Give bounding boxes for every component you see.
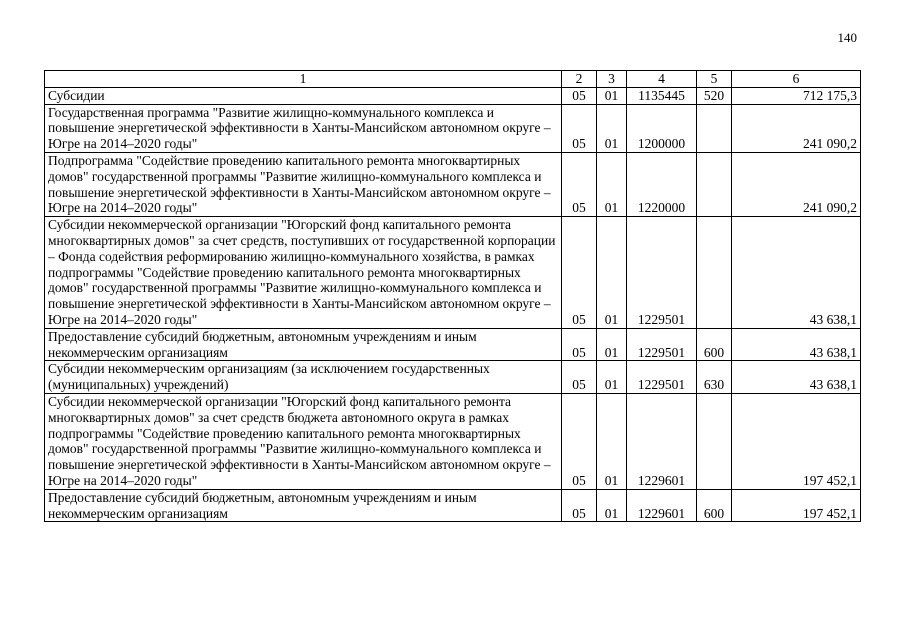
row-subsection-code: 01 <box>597 393 627 489</box>
header-cell: 1 <box>45 71 562 88</box>
row-description: Предоставление субсидий бюджетным, автономным учреждениям и иным некоммерческим организациям <box>45 328 562 361</box>
row-description: Субсидии некоммерческой организации "Югорский фонд капитального ремонта многоквартирных домов" за счет средств бюджета автономного округа в рамках подпрограммы "Содействие проведению капитального ремонта многоквартирных домов" государственной программы "Развитие жилищно-коммунального комплекса и повышение энергетической эффективности в Ханты-Мансийском автономном округе – Югре на 2014–2020 годы" <box>45 393 562 489</box>
row-subsection-code: 01 <box>597 152 627 216</box>
row-expense-type-code <box>697 104 732 152</box>
row-description: Субсидии некоммерческим организациям (за исключением государственных (муниципальных) учреждений) <box>45 361 562 394</box>
row-subsection-code: 01 <box>597 489 627 522</box>
row-section-code: 05 <box>562 489 597 522</box>
row-section-code: 05 <box>562 87 597 104</box>
row-target-code: 1200000 <box>627 104 697 152</box>
row-subsection-code: 01 <box>597 217 627 329</box>
row-subsection-code: 01 <box>597 104 627 152</box>
row-description: Подпрограмма "Содействие проведению капитального ремонта многоквартирных домов" государственной программы "Развитие жилищно-коммунального комплекса и повышение энергетической эффективности в Ханты-Мансийском автономном округе – Югре на 2014–2020 годы" <box>45 152 562 216</box>
row-expense-type-code: 630 <box>697 361 732 394</box>
row-description: Субсидии некоммерческой организации "Югорский фонд капитального ремонта многоквартирных домов" за счет средств, поступивших от государственной корпорации – Фонда содействия реформированию жилищно-коммунального хозяйства, в рамках подпрограммы "Содействие проведению капитального ремонта многоквартирных домов" государственной программы "Развитие жилищно-коммунального комплекса и повышение энергетической эффективности в Ханты-Мансийском автономном округе – Югре на 2014–2020 годы" <box>45 217 562 329</box>
row-expense-type-code <box>697 217 732 329</box>
row-amount: 43 638,1 <box>732 328 861 361</box>
row-target-code: 1229601 <box>627 489 697 522</box>
table-row <box>45 104 861 152</box>
row-section-code: 05 <box>562 328 597 361</box>
table-row <box>45 361 861 394</box>
row-amount: 43 638,1 <box>732 217 861 329</box>
budget-table <box>44 70 861 522</box>
table-row <box>45 87 861 104</box>
row-section-code: 05 <box>562 217 597 329</box>
row-section-code: 05 <box>562 152 597 216</box>
header-cell: 3 <box>597 71 627 88</box>
row-target-code: 1229501 <box>627 361 697 394</box>
header-row <box>45 71 861 88</box>
row-subsection-code: 01 <box>597 361 627 394</box>
header-cell: 5 <box>697 71 732 88</box>
row-expense-type-code: 600 <box>697 328 732 361</box>
row-target-code: 1229601 <box>627 393 697 489</box>
row-amount: 197 452,1 <box>732 489 861 522</box>
row-description: Предоставление субсидий бюджетным, автономным учреждениям и иным некоммерческим организациям <box>45 489 562 522</box>
table-row <box>45 328 861 361</box>
row-expense-type-code: 520 <box>697 87 732 104</box>
row-target-code: 1135445 <box>627 87 697 104</box>
row-expense-type-code <box>697 152 732 216</box>
row-amount: 241 090,2 <box>732 152 861 216</box>
row-description: Государственная программа "Развитие жилищно-коммунального комплекса и повышение энергетической эффективности в Ханты-Мансийском автономном округе – Югре на 2014–2020 годы" <box>45 104 562 152</box>
row-subsection-code: 01 <box>597 328 627 361</box>
row-target-code: 1220000 <box>627 152 697 216</box>
row-target-code: 1229501 <box>627 217 697 329</box>
row-subsection-code: 01 <box>597 87 627 104</box>
header-cell: 6 <box>732 71 861 88</box>
row-description: Субсидии <box>45 87 562 104</box>
row-section-code: 05 <box>562 361 597 394</box>
row-amount: 197 452,1 <box>732 393 861 489</box>
row-target-code: 1229501 <box>627 328 697 361</box>
row-expense-type-code <box>697 393 732 489</box>
table-row <box>45 217 861 329</box>
row-amount: 712 175,3 <box>732 87 861 104</box>
table-row <box>45 489 861 522</box>
row-expense-type-code: 600 <box>697 489 732 522</box>
header-cell: 4 <box>627 71 697 88</box>
header-cell: 2 <box>562 71 597 88</box>
row-amount: 241 090,2 <box>732 104 861 152</box>
table-row <box>45 393 861 489</box>
table-row <box>45 152 861 216</box>
page-number: 140 <box>837 30 857 45</box>
row-section-code: 05 <box>562 104 597 152</box>
row-section-code: 05 <box>562 393 597 489</box>
row-amount: 43 638,1 <box>732 361 861 394</box>
